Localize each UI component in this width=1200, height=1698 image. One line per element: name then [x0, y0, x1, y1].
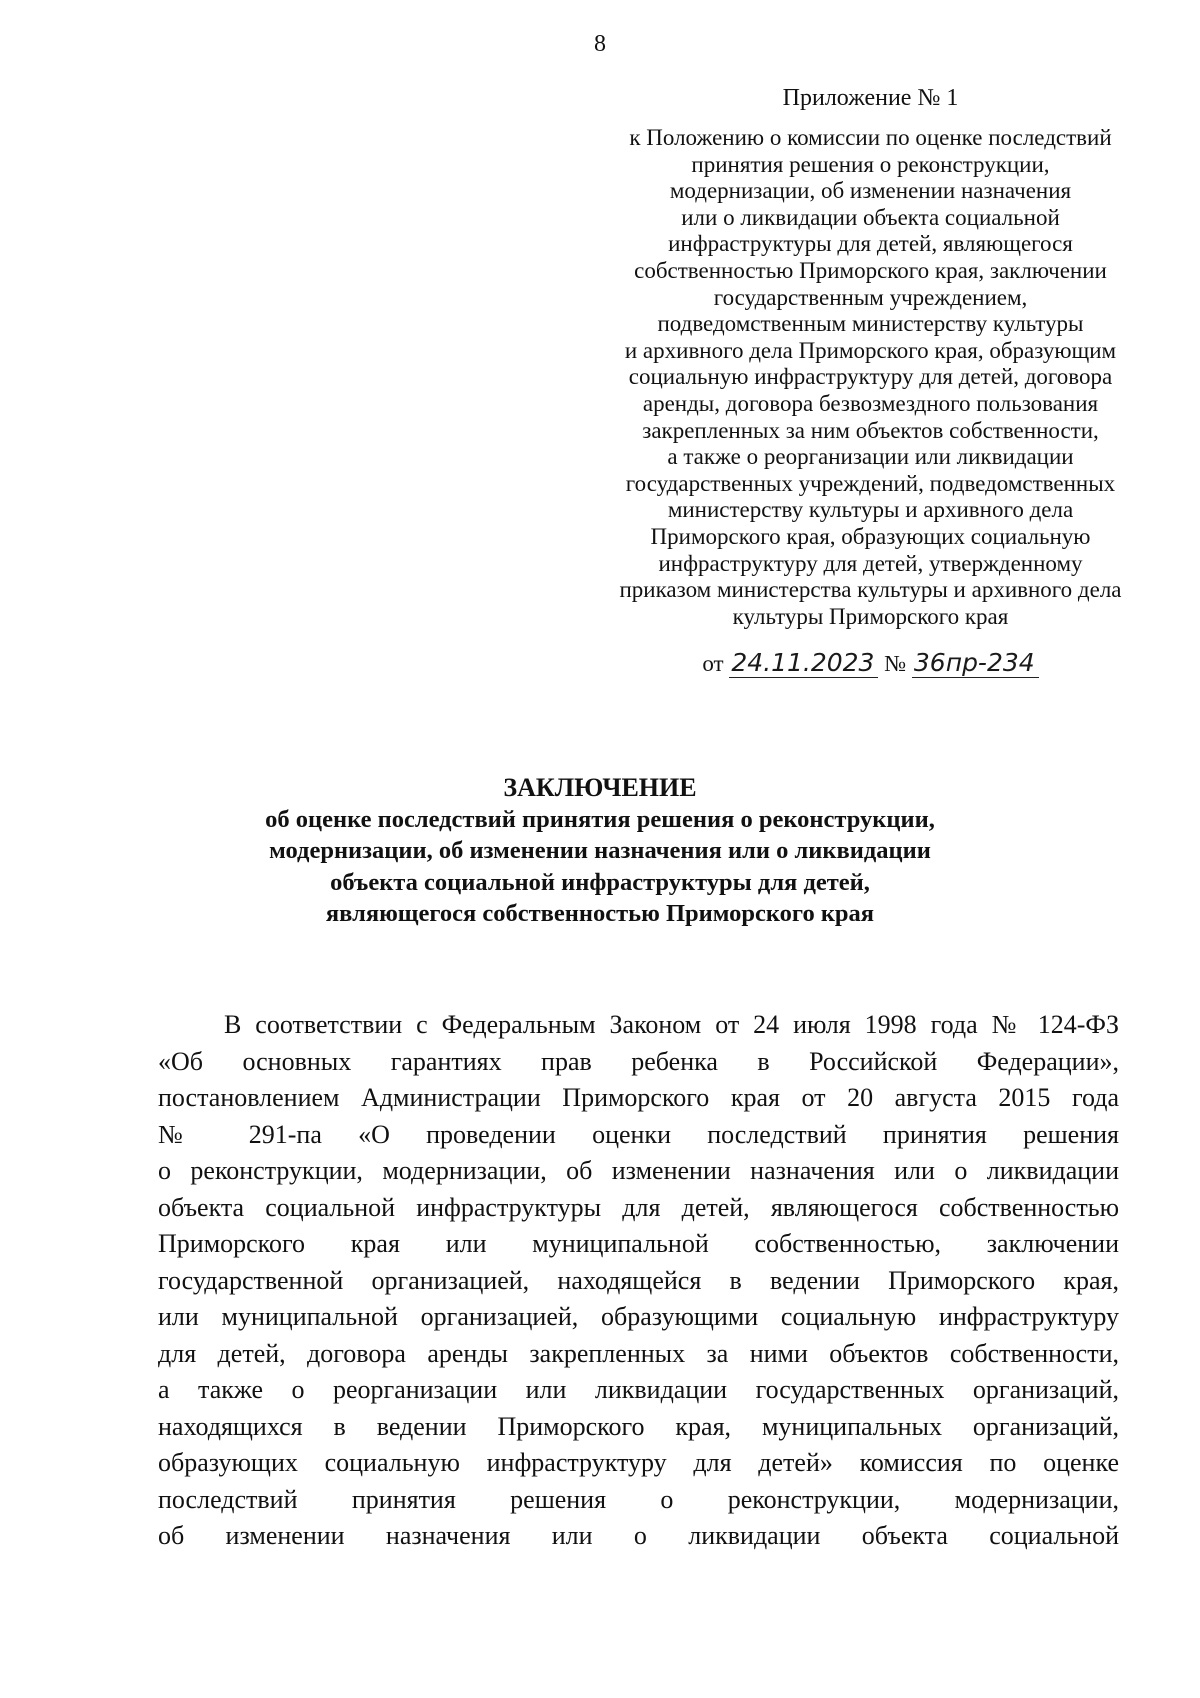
body-line: государственной организацией, находящейся в ведении Приморского края, [158, 1265, 1119, 1295]
order-from-label: от [702, 651, 724, 676]
body-line: находящихся в ведении Приморского края, муниципальных организаций, [158, 1411, 1119, 1441]
appendix-description-line: модернизации, об изменении назначения [669, 178, 1072, 204]
title-heading: ЗАКЛЮЧЕНИЕ [503, 773, 697, 802]
appendix-description [606, 125, 1135, 630]
body-line: образующих социальную инфраструктуру для детей» комиссия по оценке [158, 1448, 1119, 1477]
appendix-description-line: Приморского края, образующих социальную [650, 523, 1091, 549]
appendix-description-line: приказом министерства культуры и архивного дела [619, 577, 1122, 603]
body-line: объекта социальной инфраструктуры для детей, являющегося собственностью [158, 1192, 1119, 1222]
appendix-description-line: к Положению о комиссии по оценке последствий [629, 125, 1112, 150]
body-line: № 291-па «О проведении оценки последствий принятия решения [158, 1119, 1119, 1149]
appendix-description-line: государственным учреждением, [713, 284, 1028, 310]
appendix-description-line: и архивного дела Приморского края, образующим [624, 337, 1117, 363]
appendix-description-line: собственностью Приморского края, заключении [634, 257, 1107, 283]
appendix-description-line: инфраструктуры для детей, являющегося [668, 231, 1073, 257]
order-number: 36пр-234 [912, 648, 1039, 678]
appendix-description-line: государственных учреждений, подведомственных [625, 470, 1116, 496]
title-line: являющегося собственностью Приморского края [325, 900, 875, 927]
appendix-description-line: подведомственным министерству культуры [657, 311, 1084, 337]
appendix-description-line: инфраструктуру для детей, утвержденному [658, 550, 1083, 576]
body-line: последствий принятия решения о реконструкции, модернизации, [158, 1484, 1119, 1514]
appendix-description-line: министерству культуры и архивного дела [667, 497, 1074, 523]
appendix-description-line: аренды, договора безвозмездного пользования [642, 390, 1099, 416]
title-line: модернизации, об изменении назначения или о ликвидации [269, 837, 931, 864]
appendix-description-line: а также о реорганизации или ликвидации [667, 444, 1074, 470]
document-title [150, 772, 1050, 930]
body-line: об изменении назначения или о ликвидации объекта социальной [158, 1521, 1119, 1550]
appendix-description-line: закрепленных за ним объектов собственности, [642, 417, 1099, 443]
page-number: 8 [594, 31, 606, 57]
appendix-description-line: или о ликвидации объекта социальной [681, 204, 1060, 230]
body-line: В соответствии с Федеральным Законом от 24 июля 1998 года № 124-ФЗ [224, 1010, 1119, 1039]
body-line: постановлением Администрации Приморского края от 20 августа 2015 года [158, 1083, 1119, 1112]
appendix-description-line: культуры Приморского края [732, 603, 1009, 629]
title-line: об оценке последствий принятия решения о реконструкции, [265, 805, 935, 833]
appendix-description-line: социальную инфраструктуру для детей, договора [628, 364, 1113, 390]
body-paragraph [158, 1007, 1119, 1555]
order-date: 24.11.2023 [729, 648, 878, 678]
body-line: а также о реорганизации или ликвидации государственных организаций, [158, 1375, 1119, 1404]
body-line: о реконструкции, модернизации, об изменении назначения или о ликвидации [158, 1156, 1119, 1185]
order-number-label: № [884, 651, 907, 676]
body-line: Приморского края или муниципальной собственностью, заключении [158, 1229, 1119, 1258]
appendix-description-line: принятия решения о реконструкции, [691, 151, 1050, 177]
order-reference [606, 648, 1135, 679]
body-line: для детей, договора аренды закрепленных за ними объектов собственности, [158, 1338, 1119, 1368]
title-line: объекта социальной инфраструктуры для детей, [330, 868, 870, 896]
body-line: «Об основных гарантиях прав ребенка в Российской Федерации», [158, 1046, 1119, 1076]
body-line: или муниципальной организацией, образующими социальную инфраструктуру [158, 1302, 1119, 1331]
appendix-title: Приложение № 1 [782, 85, 959, 111]
